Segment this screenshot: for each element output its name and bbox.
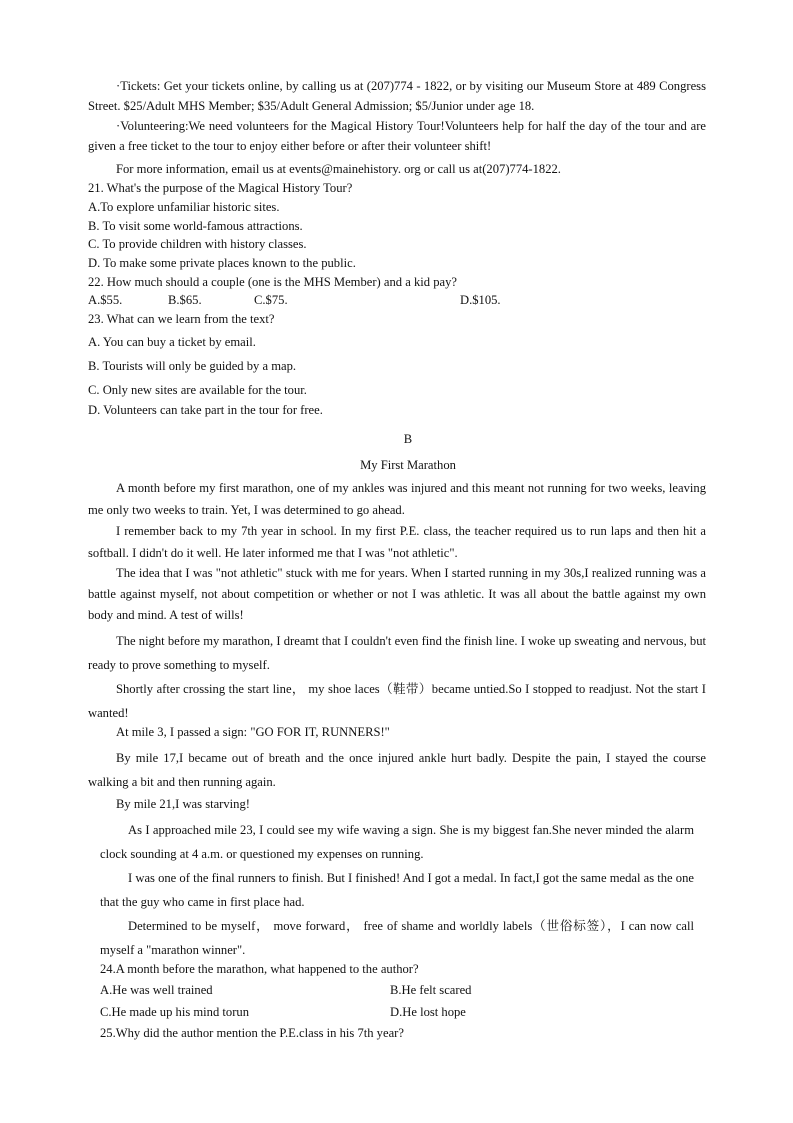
tickets-paragraph: ·Tickets: Get your tickets online, by calling us at (207)774 - 1822, or by visiting our Museum Store at 489 Congress Street. $25/Adult MHS Member; $35/Adult General Admission; $5/Junior under age 18. [88,79,706,113]
passage-b-p4: The night before my marathon, I dreamt that I couldn't even find the finish line. I woke up sweating and nervous, but ready to prove something to myself. [88,634,706,672]
volunteering-paragraph: ·Volunteering:We need volunteers for the Magical History Tour!Volunteers help for half the day of the tour and are given a free ticket to the tour to enjoy either before or after their volunteer shift! [88,119,706,153]
q21-question: 21. What's the purpose of the Magical History Tour? [88,181,353,195]
q21-option-b: B. To visit some world-famous attractions. [88,219,303,233]
q24-question: 24.A month before the marathon, what happened to the author? [100,962,419,976]
passage-b-p8: By mile 21,I was starving! [116,797,250,811]
q21-option-d: D. To make some private places known to the public. [88,256,356,270]
passage-b-p3: The idea that I was "not athletic" stuck with me for years. When I started running in my 30s,I realized running was a battle against myself, not about competition or whether or not I was athletic. It was all about the battle against my own body and mind. A test of wills! [88,566,706,622]
q22-option-c: C.$75. [254,293,288,307]
q24-option-d: D.He lost hope [390,1005,466,1019]
q24-option-b: B.He felt scared [390,983,472,997]
passage-b-p1: A month before my first marathon, one of my ankles was injured and this meant not running for two weeks, leaving me only two weeks to train. Yet, I was determined to go ahead. [88,481,706,517]
q22-question: 22. How much should a couple (one is the MHS Member) and a kid pay? [88,275,457,289]
q23-option-d: D. Volunteers can take part in the tour for free. [88,403,323,417]
passage-b-p6: At mile 3, I passed a sign: "GO FOR IT, RUNNERS!" [116,725,390,739]
passage-b-p10: I was one of the final runners to finish. But I finished! And I got a medal. In fact,I got the same medal as the one that the guy who came in first place had. [100,871,694,909]
q24-option-a: A.He was well trained [100,983,213,997]
passage-b-p5: Shortly after crossing the start line， my shoe laces（鞋带）became untied.So I stopped to readjust. Not the start I wanted! [88,682,706,720]
passage-b-p9: As I approached mile 23, I could see my wife waving a sign. She is my biggest fan.She never minded the alarm clock sounding at 4 a.m. or questioned my expenses on running. [100,823,694,861]
q23-option-c: C. Only new sites are available for the tour. [88,383,307,397]
more-info-line: For more information, email us at events@mainehistory. org or call us at(207)774-1822. [116,162,561,176]
q24-option-c: C.He made up his mind torun [100,1005,250,1019]
q22-option-d: D.$105. [460,293,501,307]
passage-b-p7: By mile 17,I became out of breath and the once injured ankle hurt badly. Despite the pain, I stayed the course walking a bit and then running again. [88,751,706,789]
q22-option-b: B.$65. [168,293,202,307]
q23-option-a: A. You can buy a ticket by email. [88,335,256,349]
q21-option-c: C. To provide children with history classes. [88,237,307,251]
passage-b-p2: I remember back to my 7th year in school. In my first P.E. class, the teacher required us to run laps and then hit a softball. I didn't do it well. He later informed me that I was "not athletic". [88,524,706,560]
passage-title: My First Marathon [360,458,456,472]
q25-question: 25.Why did the author mention the P.E.class in his 7th year? [100,1026,404,1040]
q21-option-a: A.To explore unfamiliar historic sites. [88,200,280,214]
q23-question: 23. What can we learn from the text? [88,312,275,326]
q22-option-a: A.$55. [88,293,123,307]
passage-b-p11: Determined to be myself， move forward， free of shame and worldly labels（世俗标签），I can now call myself a "marathon winner". [100,919,694,957]
section-letter: B [403,432,413,446]
q23-option-b: B. Tourists will only be guided by a map. [88,359,297,373]
